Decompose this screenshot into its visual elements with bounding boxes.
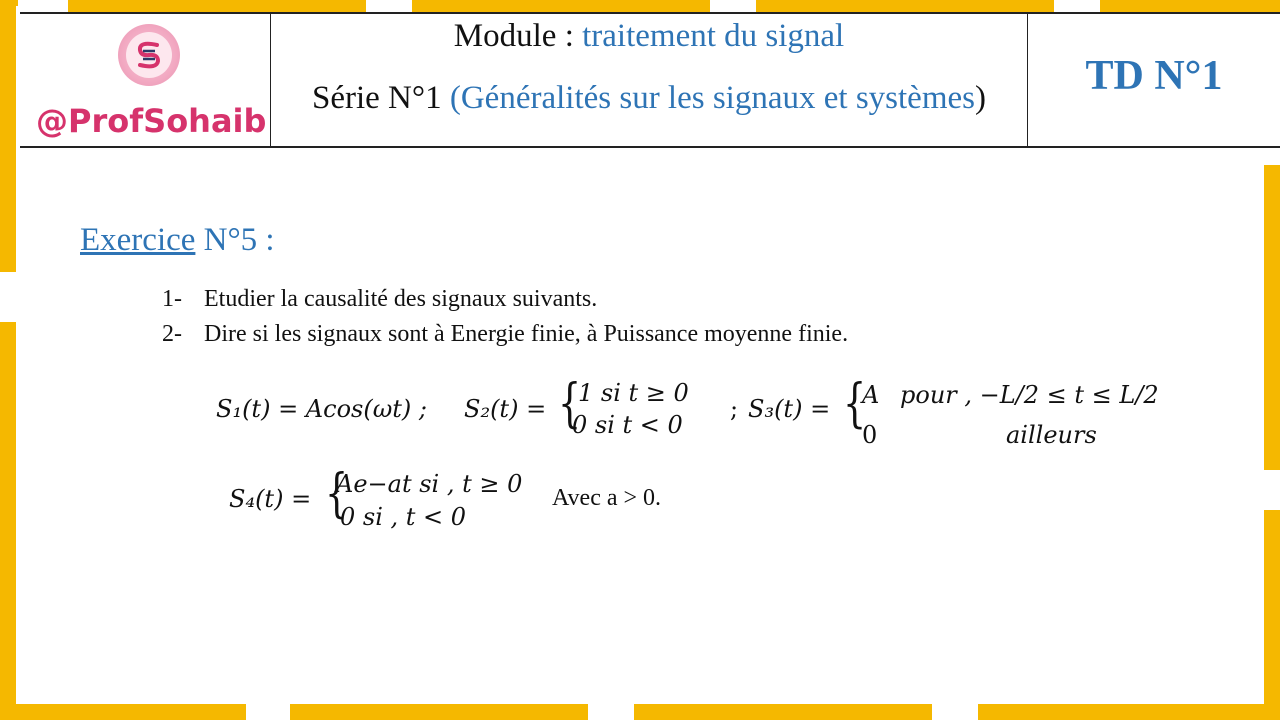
signal-s2-case1: 1 si t ≥ 0 bbox=[578, 379, 689, 407]
signal-s1: S₁(t) = Acos(ωt) ; bbox=[216, 395, 427, 423]
frame-bottom-2 bbox=[290, 704, 588, 720]
frame-right-1 bbox=[1264, 165, 1280, 470]
module-line bbox=[271, 18, 1027, 55]
frame-top-3 bbox=[412, 0, 710, 12]
serie-topic: Généralités sur les signaux et systèmes bbox=[460, 80, 975, 116]
brace-s3: { bbox=[842, 374, 867, 434]
frame-bottom-1 bbox=[0, 704, 246, 720]
serie-label: Série N°1 bbox=[312, 80, 442, 116]
signal-s3-case2-cond: ailleurs bbox=[1006, 421, 1097, 449]
serie-close: ) bbox=[974, 80, 986, 116]
logo-cell bbox=[20, 14, 271, 146]
signal-s4-lhs: S₄(t) = bbox=[229, 485, 312, 513]
frame-top-4 bbox=[756, 0, 1054, 12]
td-label: TD N°1 bbox=[1085, 53, 1223, 99]
question-2 bbox=[162, 321, 848, 348]
signal-s3-case1-val: A bbox=[862, 381, 880, 409]
frame-left-2 bbox=[0, 322, 16, 720]
brace-s4: { bbox=[324, 464, 349, 524]
question-text: Etudier la causalité des signaux suivants. bbox=[204, 286, 598, 312]
signal-s3-case1-cond: pour , −L/2 ≤ t ≤ L/2 bbox=[900, 381, 1159, 409]
frame-bottom-3 bbox=[634, 704, 932, 720]
frame-left-1 bbox=[0, 0, 16, 272]
serie-open: ( bbox=[449, 80, 461, 116]
signal-s3-case2-val: 0 bbox=[862, 421, 878, 449]
title-cell bbox=[271, 14, 1028, 146]
question-number: 1- bbox=[162, 286, 182, 312]
signal-note: Avec a > 0. bbox=[552, 485, 662, 511]
brace-s2: { bbox=[557, 374, 582, 434]
question-1 bbox=[162, 286, 597, 313]
frame-top-5 bbox=[1100, 0, 1280, 12]
separator: ; bbox=[730, 395, 739, 423]
serie-line bbox=[271, 80, 1027, 117]
exercise-word: Exercice bbox=[80, 222, 196, 258]
signal-s4-case1: Ae−at si , t ≥ 0 bbox=[336, 470, 523, 498]
signal-s4-case2: 0 si , t < 0 bbox=[340, 503, 467, 531]
frame-top-2 bbox=[68, 0, 366, 12]
module-label: Module : bbox=[453, 18, 574, 54]
frame-bottom-4 bbox=[978, 704, 1280, 720]
logo-icon bbox=[118, 24, 180, 86]
question-text: Dire si les signaux sont à Energie finie, à Puissance moyenne finie. bbox=[204, 321, 849, 347]
exercise-title bbox=[80, 222, 275, 259]
exercise-number: N°5 : bbox=[203, 222, 275, 258]
td-cell bbox=[1028, 14, 1280, 146]
signal-s3-lhs: S₃(t) = bbox=[748, 395, 831, 423]
frame-right-2 bbox=[1264, 510, 1280, 720]
header-table bbox=[20, 12, 1280, 148]
module-name: traitement du signal bbox=[582, 18, 845, 54]
signal-s2-lhs: S₂(t) = bbox=[464, 395, 547, 423]
logo-handle: @ProfSohaib bbox=[36, 102, 267, 140]
question-number: 2- bbox=[162, 321, 182, 347]
signal-s2-case2: 0 si t < 0 bbox=[572, 411, 683, 439]
